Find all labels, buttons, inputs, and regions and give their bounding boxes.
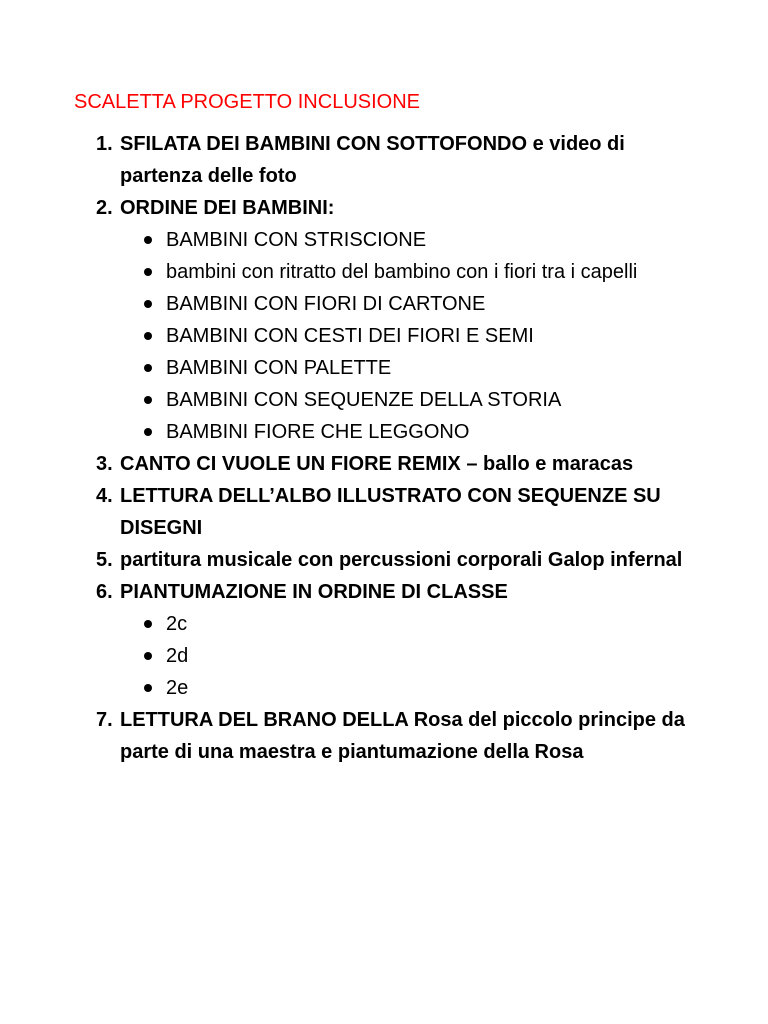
bullet-text: BAMBINI CON STRISCIONE: [166, 229, 427, 251]
bullet-icon: [144, 236, 152, 244]
bullet-item: [142, 672, 676, 704]
item-number: 4.: [96, 485, 113, 507]
list-item: [96, 544, 716, 576]
bullet-item: [142, 384, 676, 416]
bullet-icon: [144, 332, 152, 340]
list-item: [96, 448, 716, 480]
bullet-item: [142, 416, 676, 448]
bullet-icon: [144, 364, 152, 372]
bullet-item: [142, 288, 676, 320]
item-text: PIANTUMAZIONE IN ORDINE DI CLASSE: [120, 581, 508, 603]
bullet-text: BAMBINI CON FIORI DI CARTONE: [166, 293, 486, 315]
bullet-icon: [144, 428, 152, 436]
bullet-text: BAMBINI CON SEQUENZE DELLA STORIA: [166, 389, 562, 411]
bullet-item: [142, 224, 676, 256]
item-number: 6.: [96, 581, 113, 603]
item-text: partitura musicale con percussioni corporali Galop infernal: [120, 549, 683, 571]
bullet-icon: [144, 620, 152, 628]
bullet-icon: [144, 684, 152, 692]
bullet-list: [96, 608, 716, 704]
list-item: [96, 480, 716, 544]
bullet-text: BAMBINI CON CESTI DEI FIORI E SEMI: [166, 325, 534, 347]
bullet-text: bambini con ritratto del bambino con i fiori tra i capelli: [166, 261, 638, 283]
item-number: 5.: [96, 549, 113, 571]
bullet-icon: [144, 300, 152, 308]
bullet-item: [142, 608, 676, 640]
item-number: 3.: [96, 453, 113, 475]
bullet-icon: [144, 652, 152, 660]
bullet-item: [142, 640, 676, 672]
item-text: LETTURA DELL’ALBO ILLUSTRATO CON SEQUENZE SU DISEGNI: [120, 485, 661, 539]
bullet-list: [96, 224, 716, 448]
bullet-text: 2c: [166, 613, 188, 635]
bullet-item: [142, 320, 676, 352]
bullet-text: BAMBINI FIORE CHE LEGGONO: [166, 421, 470, 443]
bullet-text: 2d: [166, 645, 189, 667]
numbered-list: [96, 128, 716, 768]
item-number: 2.: [96, 197, 113, 219]
item-number: 1.: [96, 133, 113, 155]
item-text: CANTO CI VUOLE UN FIORE REMIX – ballo e maracas: [120, 453, 634, 475]
list-item: [96, 192, 716, 224]
list-item: [96, 704, 716, 768]
bullet-item: [142, 256, 676, 288]
bullet-icon: [144, 396, 152, 404]
item-text: ORDINE DEI BAMBINI:: [120, 197, 335, 219]
bullet-text: 2e: [166, 677, 189, 699]
list-item: [96, 128, 716, 192]
item-text: LETTURA DEL BRANO DELLA Rosa del piccolo principe da parte di una maestra e piantumazione della Rosa: [120, 709, 685, 763]
list-item: [96, 576, 716, 608]
bullet-item: [142, 352, 676, 384]
document-title: SCALETTA PROGETTO INCLUSIONE: [74, 91, 420, 113]
bullet-icon: [144, 268, 152, 276]
item-text: SFILATA DEI BAMBINI CON SOTTOFONDO e video di partenza delle foto: [120, 133, 625, 187]
item-number: 7.: [96, 709, 113, 731]
bullet-text: BAMBINI CON PALETTE: [166, 357, 392, 379]
